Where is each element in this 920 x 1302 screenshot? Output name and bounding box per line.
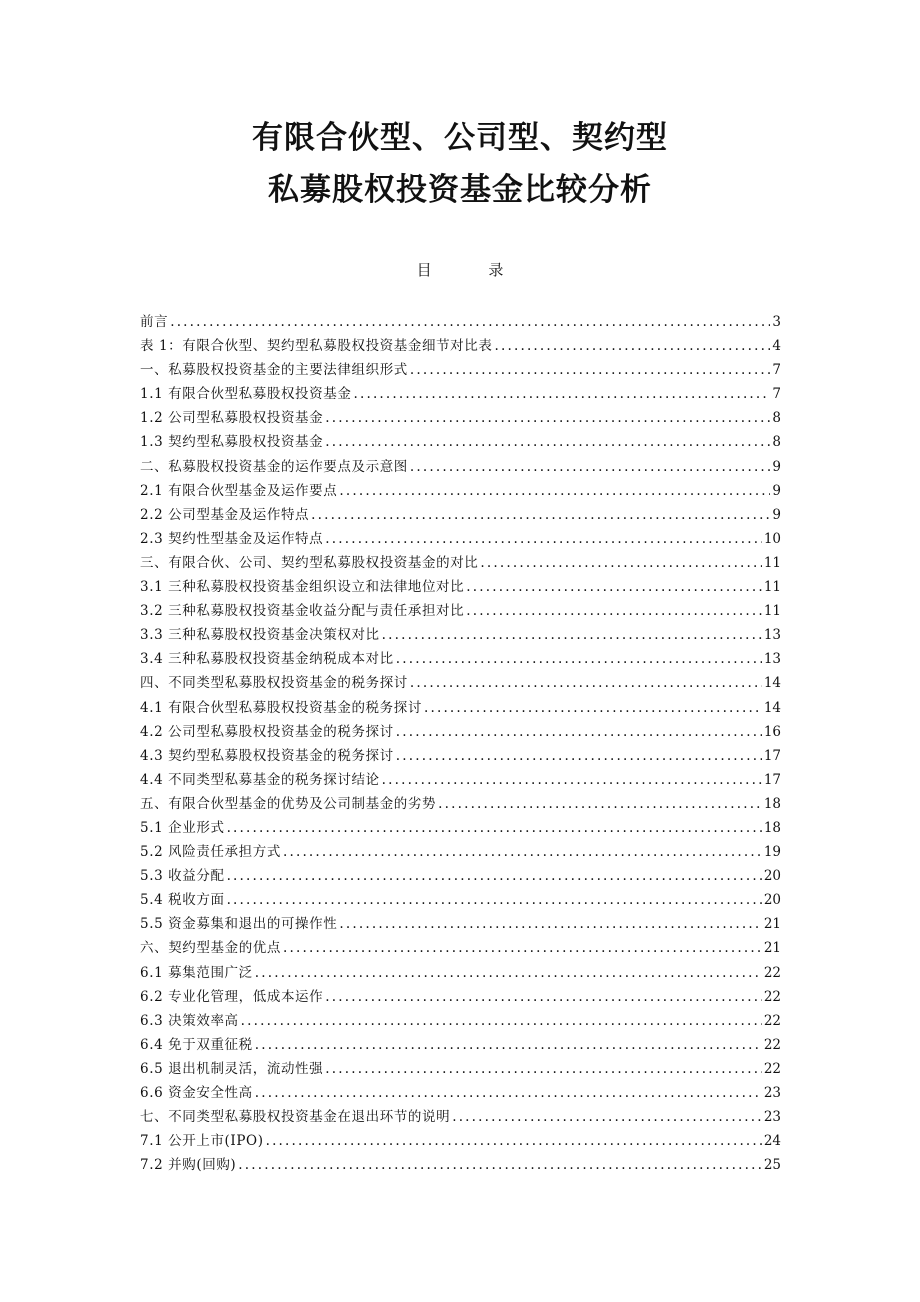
toc-entry[interactable] xyxy=(140,1033,781,1057)
toc-dot-leader xyxy=(466,575,762,599)
toc-entry[interactable] xyxy=(140,840,781,864)
toc-entry[interactable] xyxy=(140,430,781,454)
toc-entry[interactable] xyxy=(140,816,781,840)
toc-entry-label: 表 1：有限合伙型、契约型私募股权投资基金细节对比表 xyxy=(140,338,493,355)
toc-dot-leader xyxy=(255,1033,762,1057)
toc-page-number: 13 xyxy=(763,627,781,644)
toc-dot-leader xyxy=(438,792,762,816)
toc-page-number: 23 xyxy=(763,1109,781,1126)
document-title xyxy=(0,112,920,216)
toc-entry[interactable] xyxy=(140,1153,781,1177)
toc-page-number: 22 xyxy=(763,988,781,1005)
toc-entry[interactable] xyxy=(140,647,781,671)
toc-page-number: 20 xyxy=(763,868,781,885)
toc-heading: 目 录 xyxy=(416,261,530,279)
toc-entry-label: 前言 xyxy=(140,314,169,330)
toc-entry[interactable] xyxy=(140,479,781,503)
toc-entry[interactable] xyxy=(140,912,781,936)
toc-page-number: 22 xyxy=(763,1036,781,1053)
toc-entry[interactable] xyxy=(140,720,781,744)
toc-dot-leader xyxy=(325,1057,762,1081)
toc-entry-label: 4.3 契约型私募股权投资基金的税务探讨 xyxy=(140,747,394,764)
toc-page-number: 23 xyxy=(763,1085,781,1101)
toc-entry-label: 七、不同类型私募股权投资基金在退出环节的说明 xyxy=(140,1109,451,1126)
toc-entry[interactable] xyxy=(140,310,781,334)
toc-page-number: 20 xyxy=(763,892,781,909)
toc-entry-label: 6.5 退出机制灵活，流动性强 xyxy=(140,1060,324,1077)
toc-entry[interactable] xyxy=(140,696,781,720)
toc-page-number: 21 xyxy=(763,940,781,957)
toc-page-number: 3 xyxy=(772,314,781,330)
toc-entry-label: 2.1 有限合伙型基金及运作要点 xyxy=(140,482,338,499)
toc-dot-leader xyxy=(339,912,761,936)
toc-entry-label: 4.1 有限合伙型私募股权投资基金的税务探讨 xyxy=(140,699,422,716)
toc-entry[interactable] xyxy=(140,455,781,479)
toc-page-number: 16 xyxy=(763,723,781,740)
toc-dot-leader xyxy=(238,1153,762,1177)
toc-dot-leader xyxy=(339,479,770,503)
toc-entry[interactable] xyxy=(140,768,781,792)
toc-page-number: 7 xyxy=(772,386,781,403)
toc-entry[interactable] xyxy=(140,334,781,358)
toc-entry[interactable] xyxy=(140,527,781,551)
toc-entry-label: 6.4 免于双重征税 xyxy=(140,1036,253,1053)
toc-dot-leader xyxy=(424,696,762,720)
toc-dot-leader xyxy=(255,961,762,985)
toc-entry-label: 5.2 风险责任承担方式 xyxy=(140,844,281,861)
toc-entry[interactable] xyxy=(140,1129,781,1153)
toc-page-number: 11 xyxy=(763,579,781,596)
toc-entry-label: 4.2 公司型私募股权投资基金的税务探讨 xyxy=(140,723,394,740)
title-line-2: 私募股权投资基金比较分析 xyxy=(268,172,652,208)
toc-entry-label: 2.3 契约性型基金及运作特点 xyxy=(140,530,324,547)
toc-entry-label: 3.2 三种私募股权投资基金收益分配与责任承担对比 xyxy=(140,603,465,620)
toc-page-number: 19 xyxy=(763,844,781,861)
toc-entry[interactable] xyxy=(140,382,781,406)
toc-dot-leader xyxy=(325,406,770,430)
toc-dot-leader xyxy=(466,599,762,623)
toc-page-number: 11 xyxy=(763,554,781,571)
toc-page-number: 21 xyxy=(763,916,781,933)
toc-entry[interactable] xyxy=(140,406,781,430)
toc-dot-leader xyxy=(255,1081,762,1105)
toc-dot-leader xyxy=(283,840,762,864)
toc-dot-leader xyxy=(170,310,770,334)
table-of-contents xyxy=(140,310,781,1177)
toc-entry[interactable] xyxy=(140,1081,781,1105)
toc-entry[interactable] xyxy=(140,1057,781,1081)
toc-entry-label: 6.2 专业化管理，低成本运作 xyxy=(140,988,324,1005)
toc-page-number: 22 xyxy=(763,1012,781,1029)
toc-page-number: 25 xyxy=(763,1157,781,1174)
toc-entry-label: 二、私募股权投资基金的运作要点及示意图 xyxy=(140,458,408,475)
toc-dot-leader xyxy=(452,1105,762,1129)
toc-page-number: 17 xyxy=(763,771,781,788)
toc-page-number: 17 xyxy=(763,747,781,764)
toc-dot-leader xyxy=(325,430,770,454)
toc-dot-leader xyxy=(396,744,762,768)
toc-entry[interactable] xyxy=(140,599,781,623)
toc-entry-label: 四、不同类型私募股权投资基金的税务探讨 xyxy=(140,675,408,692)
toc-page-number: 9 xyxy=(772,458,781,475)
toc-entry-label: 三、有限合伙、公司、契约型私募股权投资基金的对比 xyxy=(140,554,479,571)
toc-entry[interactable] xyxy=(140,864,781,888)
toc-entry-label: 五、有限合伙型基金的优势及公司制基金的劣势 xyxy=(140,795,437,812)
toc-entry-label: 5.5 资金募集和退出的可操作性 xyxy=(140,916,338,933)
toc-entry[interactable] xyxy=(140,744,781,768)
toc-dot-leader xyxy=(311,503,770,527)
toc-page-number: 13 xyxy=(763,651,781,668)
toc-dot-leader xyxy=(410,358,771,382)
toc-entry-label: 5.3 收益分配 xyxy=(140,868,225,885)
toc-dot-leader xyxy=(382,768,762,792)
title-line-1: 有限合伙型、公司型、契约型 xyxy=(252,120,668,156)
toc-page-number: 9 xyxy=(772,482,781,499)
toc-dot-leader xyxy=(396,720,762,744)
toc-entry-label: 4.4 不同类型私募基金的税务探讨结论 xyxy=(140,771,380,788)
toc-dot-leader xyxy=(480,551,761,575)
toc-dot-leader xyxy=(382,623,762,647)
toc-entry[interactable] xyxy=(140,503,781,527)
toc-dot-leader xyxy=(353,382,770,406)
toc-page-number: 11 xyxy=(763,603,781,620)
toc-dot-leader xyxy=(410,455,771,479)
toc-page-number: 14 xyxy=(763,699,781,716)
toc-entry[interactable] xyxy=(140,1009,781,1033)
toc-page-number: 22 xyxy=(763,1060,781,1077)
toc-entry-label: 3.1 三种私募股权投资基金组织设立和法律地位对比 xyxy=(140,579,465,596)
toc-page-number: 18 xyxy=(763,795,781,812)
toc-entry-label: 6.3 决策效率高 xyxy=(140,1012,239,1029)
toc-page-number: 4 xyxy=(772,338,781,355)
toc-entry[interactable] xyxy=(140,792,781,816)
toc-page-number: 24 xyxy=(763,1133,781,1150)
toc-entry-label: 六、契约型基金的优点 xyxy=(140,940,281,957)
toc-page-number: 10 xyxy=(763,530,781,547)
toc-dot-leader xyxy=(227,888,762,912)
toc-entry[interactable] xyxy=(140,936,781,960)
toc-entry[interactable] xyxy=(140,671,781,695)
toc-entry-label: 3.4 三种私募股权投资基金纳税成本对比 xyxy=(140,651,394,668)
toc-entry-label: 1.1 有限合伙型私募股权投资基金 xyxy=(140,386,352,403)
toc-dot-leader xyxy=(410,671,762,695)
toc-entry-label: 5.1 企业形式 xyxy=(140,819,225,836)
toc-dot-leader xyxy=(325,527,762,551)
toc-page-number: 7 xyxy=(772,362,781,379)
toc-page-number: 8 xyxy=(772,434,781,451)
toc-entry[interactable] xyxy=(140,551,781,575)
toc-entry-label: 7.1 公开上市(IPO) xyxy=(140,1133,264,1150)
toc-entry-label: 2.2 公司型基金及运作特点 xyxy=(140,506,310,523)
toc-entry-label: 5.4 税收方面 xyxy=(140,892,225,909)
toc-entry-label: 一、私募股权投资基金的主要法律组织形式 xyxy=(140,362,408,379)
toc-entry-label: 6.1 募集范围广泛 xyxy=(140,964,253,981)
toc-entry[interactable] xyxy=(140,888,781,912)
toc-dot-leader xyxy=(241,1009,762,1033)
toc-entry-label: 1.3 契约型私募股权投资基金 xyxy=(140,434,324,451)
toc-dot-leader xyxy=(396,647,762,671)
toc-page-number: 8 xyxy=(772,410,781,427)
toc-dot-leader xyxy=(266,1129,762,1153)
toc-dot-leader xyxy=(494,334,770,358)
toc-entry-label: 6.6 资金安全性高 xyxy=(140,1085,253,1101)
toc-dot-leader xyxy=(227,816,762,840)
toc-entry[interactable] xyxy=(140,961,781,985)
toc-entry-label: 1.2 公司型私募股权投资基金 xyxy=(140,410,324,427)
toc-entry[interactable] xyxy=(140,1105,781,1129)
toc-entry-label: 3.3 三种私募股权投资基金决策权对比 xyxy=(140,627,380,644)
toc-page-number: 22 xyxy=(763,964,781,981)
toc-page-number: 9 xyxy=(772,506,781,523)
toc-entry[interactable] xyxy=(140,575,781,599)
toc-page-number: 18 xyxy=(763,819,781,836)
toc-entry-label: 7.2 并购(回购) xyxy=(140,1157,237,1174)
toc-entry[interactable] xyxy=(140,985,781,1009)
toc-page-number: 14 xyxy=(763,675,781,692)
toc-dot-leader xyxy=(283,936,762,960)
toc-entry[interactable] xyxy=(140,623,781,647)
toc-dot-leader xyxy=(325,985,762,1009)
toc-entry[interactable] xyxy=(140,358,781,382)
toc-dot-leader xyxy=(227,864,762,888)
